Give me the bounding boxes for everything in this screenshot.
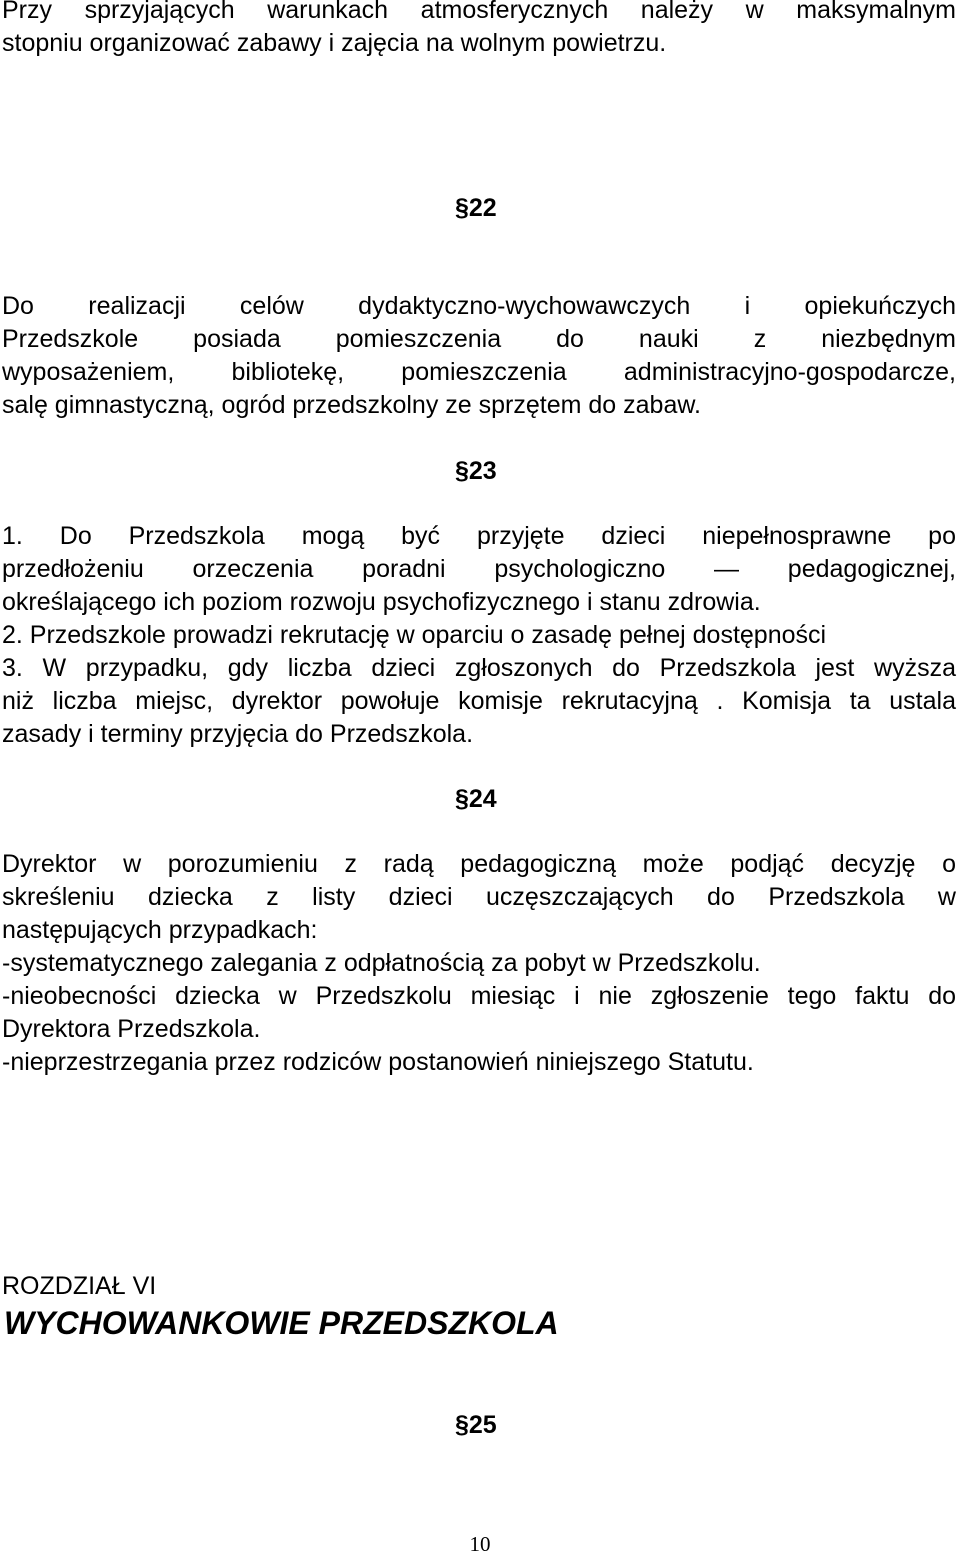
s23-line-3: określającego ich poziom rozwoju psychofizycznego i stanu zdrowia.: [2, 588, 761, 616]
s24-line-5: -nieobecności dziecka w Przedszkolu miesiąc i nie zgłoszenie tego faktu do: [2, 982, 956, 1010]
s23-line-5: 3. W przypadku, gdy liczba dzieci zgłoszonych do Przedszkola jest wyższa: [2, 654, 956, 682]
section-number: 25: [468, 1411, 497, 1439]
paragraph-sign: §: [455, 1411, 469, 1439]
s22-line-3: wyposażeniem, bibliotekę, pomieszczenia administracyjno-gospodarcze,: [2, 358, 956, 386]
s24-line-7: -nieprzestrzegania przez rodziców postanowień niniejszego Statutu.: [2, 1048, 754, 1076]
section-heading-24: [455, 783, 555, 816]
s22-line-4: salę gimnastyczną, ogród przedszkolny ze sprzętem do zabaw.: [2, 391, 701, 419]
section-number: 23: [468, 457, 497, 485]
section-heading-22: [455, 192, 555, 225]
paragraph-sign: §: [455, 457, 469, 485]
s23-line-4: 2. Przedszkole prowadzi rekrutację w oparciu o zasadę pełnej dostępności: [2, 621, 827, 649]
s24-line-2: skreśleniu dziecka z listy dzieci uczęszczających do Przedszkola w: [2, 883, 956, 911]
section-heading-23: [455, 455, 555, 488]
intro-line-1: Przy sprzyjających warunkach atmosferycznych należy w maksymalnym: [2, 0, 956, 24]
s24-line-4: -systematycznego zalegania z odpłatnością za pobyt w Przedszkolu.: [2, 949, 761, 977]
page-number: 10: [469, 1532, 491, 1556]
s24-line-3: następujących przypadkach:: [2, 916, 318, 944]
paragraph-sign: §: [455, 785, 469, 813]
chapter-title: WYCHOWANKOWIE PRZEDSZKOLA: [4, 1305, 559, 1341]
chapter-label: ROZDZIAŁ VI: [2, 1272, 157, 1300]
section-number: 24: [468, 785, 497, 813]
s23-line-2: przedłożeniu orzeczenia poradni psychologiczno — pedagogicznej,: [2, 555, 956, 583]
paragraph-sign: §: [455, 194, 469, 222]
s24-line-1: Dyrektor w porozumieniu z radą pedagogiczną może podjąć decyzję o: [2, 850, 956, 878]
s23-line-7: zasady i terminy przyjęcia do Przedszkola.: [2, 720, 474, 748]
s23-line-1: 1. Do Przedszkola mogą być przyjęte dzieci niepełnosprawne po: [2, 522, 956, 550]
s24-line-6: Dyrektora Przedszkola.: [2, 1015, 261, 1043]
intro-line-2: stopniu organizować zabawy i zajęcia na wolnym powietrzu.: [2, 29, 667, 57]
s22-line-1: Do realizacji celów dydaktyczno-wychowawczych i opiekuńczych: [2, 292, 956, 320]
s22-line-2: Przedszkole posiada pomieszczenia do nauki z niezbędnym: [2, 325, 956, 353]
section-number: 22: [468, 194, 497, 222]
s23-line-6: niż liczba miejsc, dyrektor powołuje komisje rekrutacyjną . Komisja ta ustala: [2, 687, 956, 715]
section-heading-25: [455, 1409, 555, 1442]
